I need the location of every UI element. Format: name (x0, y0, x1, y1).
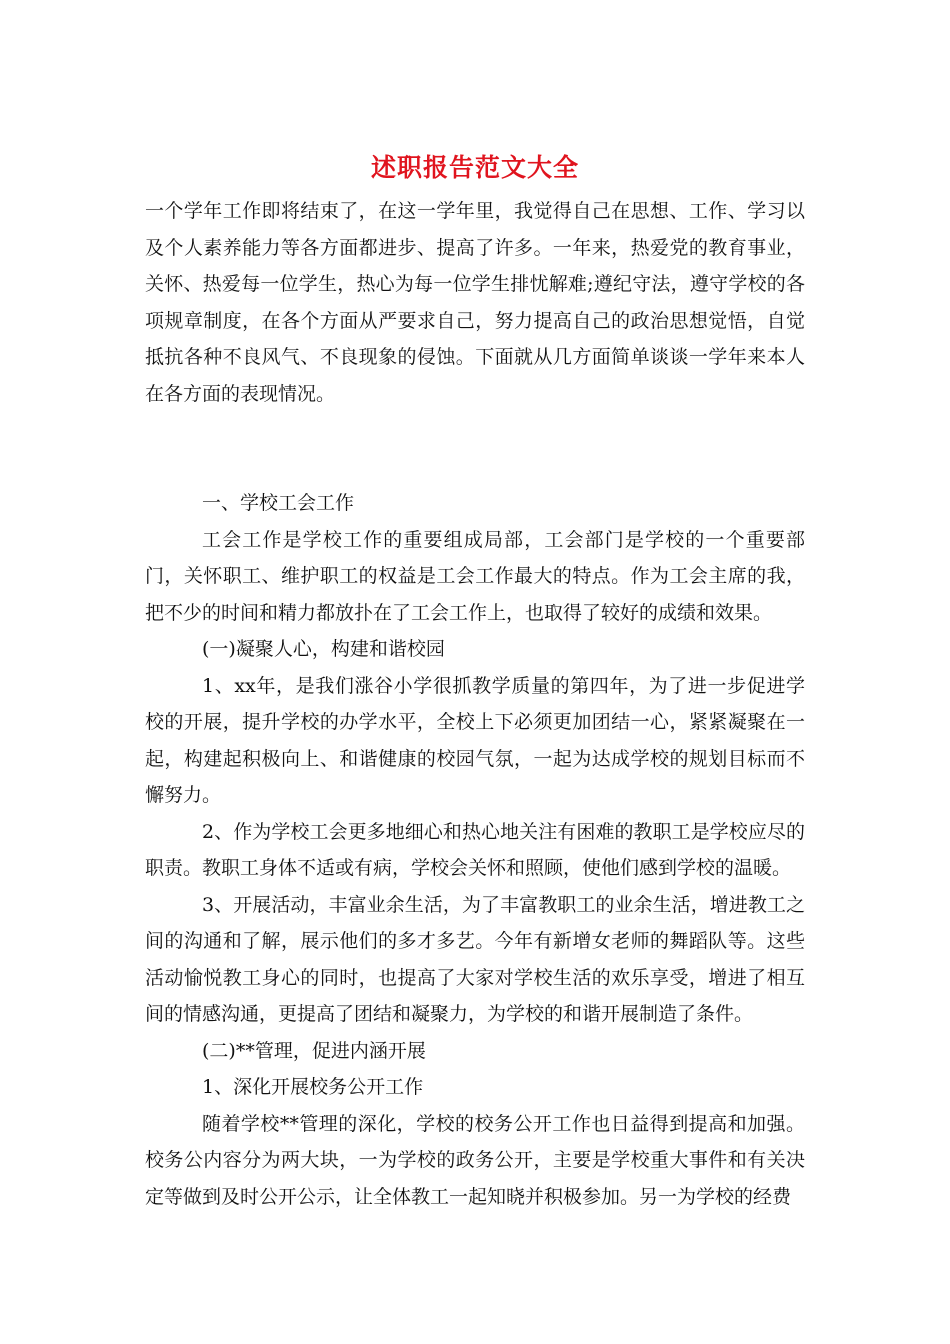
list-item: 1、xx年，是我们涨谷小学很抓教学质量的第四年，为了进一步促进学校的开展，提升学校的办学水平，全校上下必须更加团结一心，紧紧凝聚在一起，构建起积极向上、和谐健康的校园气氛，一起为达成学校的规划目标而不懈努力。 (145, 674, 805, 806)
subsection-heading: (二)**管理，促进内涵开展 (202, 1039, 426, 1062)
section-heading: 一、学校工会工作 (202, 492, 355, 514)
item-paragraph: 随着学校**管理的深化，学校的校务公开工作也日益得到提高和加强。校务公内容分为两大块，一为学校的政务公开，主要是学校重大事件和有关决定等做到及时公开公示，让全体教工一起知晓并积极参加。另一为学校的经费 (145, 1112, 805, 1208)
list-item: 2、作为学校工会更多地细心和热心地关注有困难的教职工是学校应尽的职责。教职工身体不适或有病，学校会关怀和照顾，使他们感到学校的温暖。 (145, 820, 805, 879)
list-item: 3、开展活动，丰富业余生活，为了丰富教职工的业余生活，增进教工之间的沟通和了解，展示他们的多才多艺。今年有新增女老师的舞蹈队等。这些活动愉悦教工身心的同时，也提高了大家对学校生活的欢乐享受，增进了相互间的情感沟通，更提高了团结和凝聚力，为学校的和谐开展制造了条件。 (145, 893, 805, 1025)
document-body (145, 193, 805, 1215)
item-heading: 1、深化开展校务公开工作 (202, 1076, 424, 1098)
document-title: 述职报告范文大全 (370, 153, 579, 182)
intro-paragraph: 一个学年工作即将结束了，在这一学年里，我觉得自己在思想、工作、学习以及个人素养能力等各方面都进步、提高了许多。一年来，热爱党的教育事业，关怀、热爱每一位学生，热心为每一位学生排忧解难;遵纪守法，遵守学校的各项规章制度，在各个方面从严要求自己，努力提高自己的政治思想觉悟，自觉抵抗各种不良风气、不良现象的侵蚀。下面就从几方面简单谈谈一学年来本人在各方面的表现情况。 (145, 200, 805, 405)
paragraph-gap (145, 412, 805, 485)
section-paragraph: 工会工作是学校工作的重要组成局部，工会部门是学校的一个重要部门，关怀职工、维护职工的权益是工会工作最大的特点。作为工会主席的我，把不少的时间和精力都放扑在了工会工作上，也取得了较好的成绩和效果。 (145, 528, 805, 624)
subsection-heading: (一)凝聚人心，构建和谐校园 (202, 638, 445, 660)
